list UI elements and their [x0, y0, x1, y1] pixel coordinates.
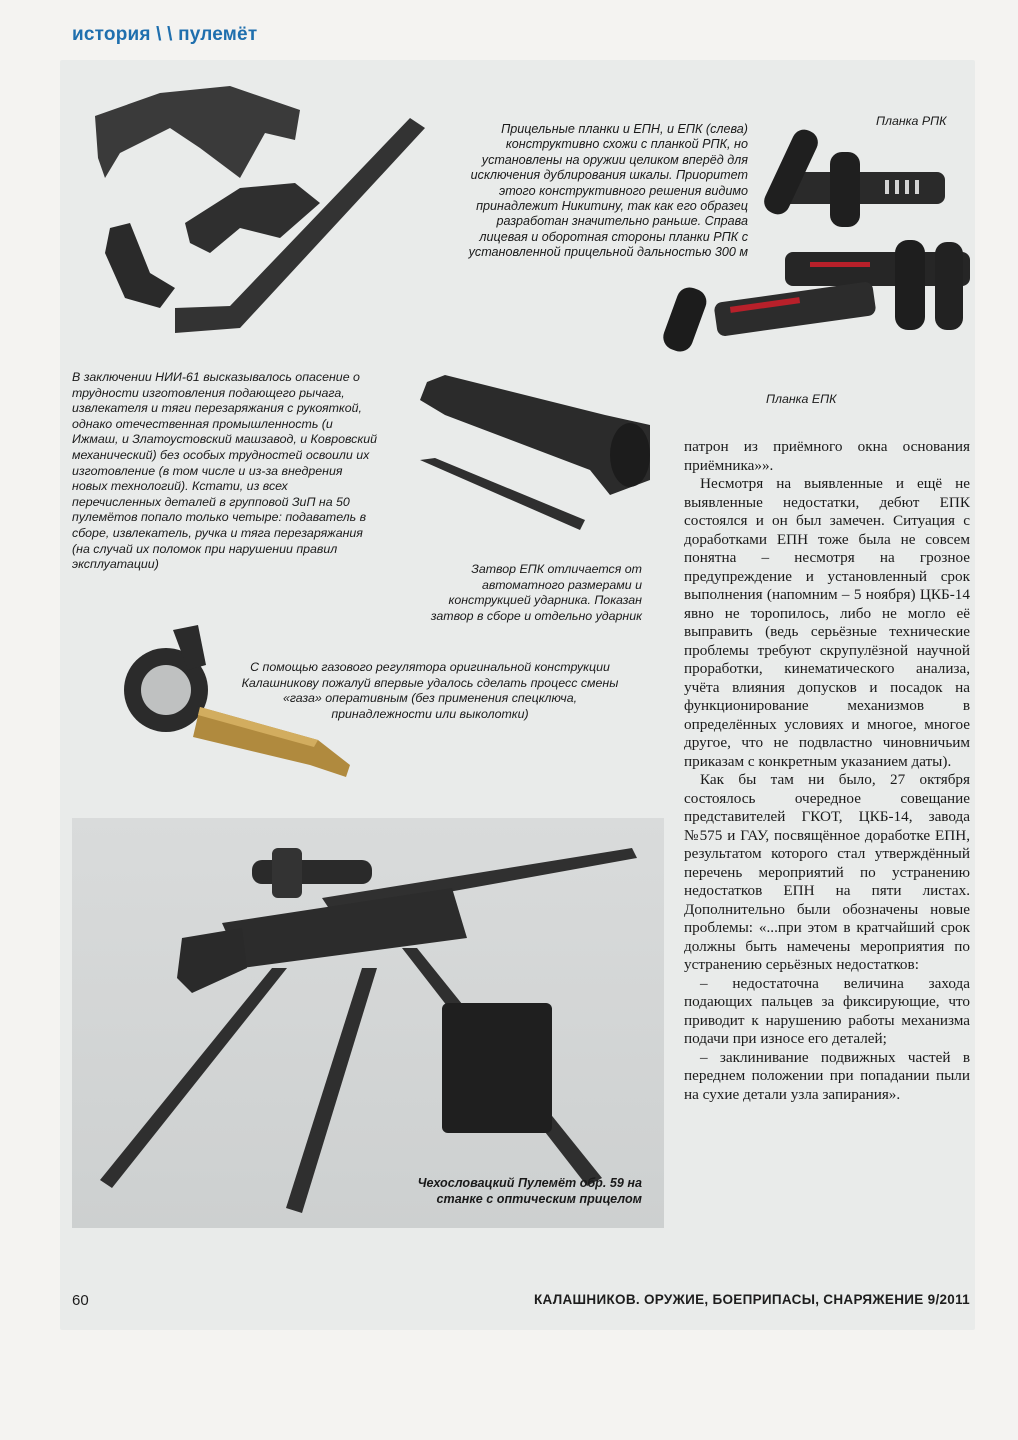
nii-caption: В заключении НИИ-61 высказывалось опасение о трудности изготовления подающего рычага, извлекателя и тяги перезаряжания с рукояткой, однако отечественная промышленность (и Ижмаш, и Златоустовский машзавод, и Ковровский механический) без особых трудностей освоили их изготовление (в том числе и из-за внедрения новых технологий). Кстати, из всех перечисленных деталей в групповой ЗиП на 50 пулемётов попало только четыре: подаватель в сборе, извлекатель, ручка и тяга перезаряжания (на случай их поломок при нарушении правил эксплуатации) [72, 370, 378, 572]
feed-lever-part [95, 86, 300, 178]
firing-pin [420, 458, 585, 530]
body-paragraph: – заклинивание подвижных частей в переднем положении при попадании пыли на сухие детали узла запирания». [684, 1048, 970, 1103]
body-paragraph: – недостаточна величина захода подающих пальцев за фиксирующие, что приводит к нарушению работы механизма подачи при износе его деталей; [684, 974, 970, 1047]
machine-gun-photo [72, 818, 664, 1228]
bolt-caption: Затвор ЕПК отличается от автоматного размерами и конструкцией ударника. Показан затвор в сборе и отдельно ударник [430, 562, 642, 623]
scope [252, 860, 372, 884]
section-header: история \ \ пулемёт [72, 24, 258, 45]
parts-illustration [90, 78, 435, 353]
epk-label: Планка ЕПК [766, 392, 837, 406]
page-number: 60 [72, 1292, 89, 1309]
machine-gun-silhouette [72, 818, 664, 1228]
article-body [684, 438, 970, 1104]
body-paragraph: патрон из приёмного окна основания приёмника»». [684, 438, 970, 474]
tripod-leg-rear [286, 968, 377, 1213]
bolt-illustration [415, 370, 655, 545]
magazine-title: КАЛАШНИКОВ. ОРУЖИЕ, БОЕПРИПАСЫ, СНАРЯЖЕНИЕ 9/2011 [533, 1292, 970, 1307]
photo-caption: Чехословацкий Пулемёт обр. 59 на станке с оптическим прицелом [417, 1176, 642, 1206]
body-paragraph: Как бы там ни было, 27 октября состоялось очередное совещание представителей ГКОТ, ЦКБ-14, завода №575 и ГАУ, посвящённое доработке ЕПН, результатом которого стал утверждённый перечень мероприятий по устранению недостатков ЕПН на пяти листах. Дополнительно были обозначены новые проблемы: «...при этом в кратчайший срок должны быть намечены мероприятия по устранению серьёзных недостатков: [684, 771, 970, 973]
rpk-sight-front [760, 126, 945, 227]
gas-regulator-caption: С помощью газового регулятора оригинальной конструкции Калашникову пожалуй впервые удалось сделать процесс смены «газа» оперативным (без применения спецключа, принадлежности или выколотки) [241, 660, 619, 721]
body-paragraph: Несмотря на выявленные и ещё не выявленные недостатки, дебют ЕПК состоялся и он был замечен. Ситуация с доработками ЕПН тоже была не совсем понятна – несмотря на грозное предупреждение и установленный срок выполнения (напомним – 5 ноября) ЦКБ-14 явно не торопилось, либо не могло её выправить (ведь серьёзные технические проблемы требуют скрупулёзной научной проработки, кинематического анализа, учёта влияния допусков и посадок на функционирование механизмов в определённых условиях и многое, многое другое, что не подвластно чиновничьим приказам с конкретным указанием даты). [684, 475, 970, 770]
sights-caption: Прицельные планки и ЕПН, и ЕПК (слева) конструктивно схожи с планкой РПК, но установлены на оружии целиком вперёд для исключения дублирования шкалы. Приоритет этого конструктивного решения видимо принадлежит Никитину, так как его образец разработан значительно раньше. Справа лицевая и оборотная стороны планки РПК с установленной прицельной дальностью 300 м [468, 122, 748, 260]
rpk-label: Планка РПК [876, 114, 947, 128]
stock [177, 928, 247, 993]
ammo-box [442, 1003, 552, 1133]
handle-part [105, 223, 175, 308]
tripod-leg-left [100, 968, 287, 1188]
